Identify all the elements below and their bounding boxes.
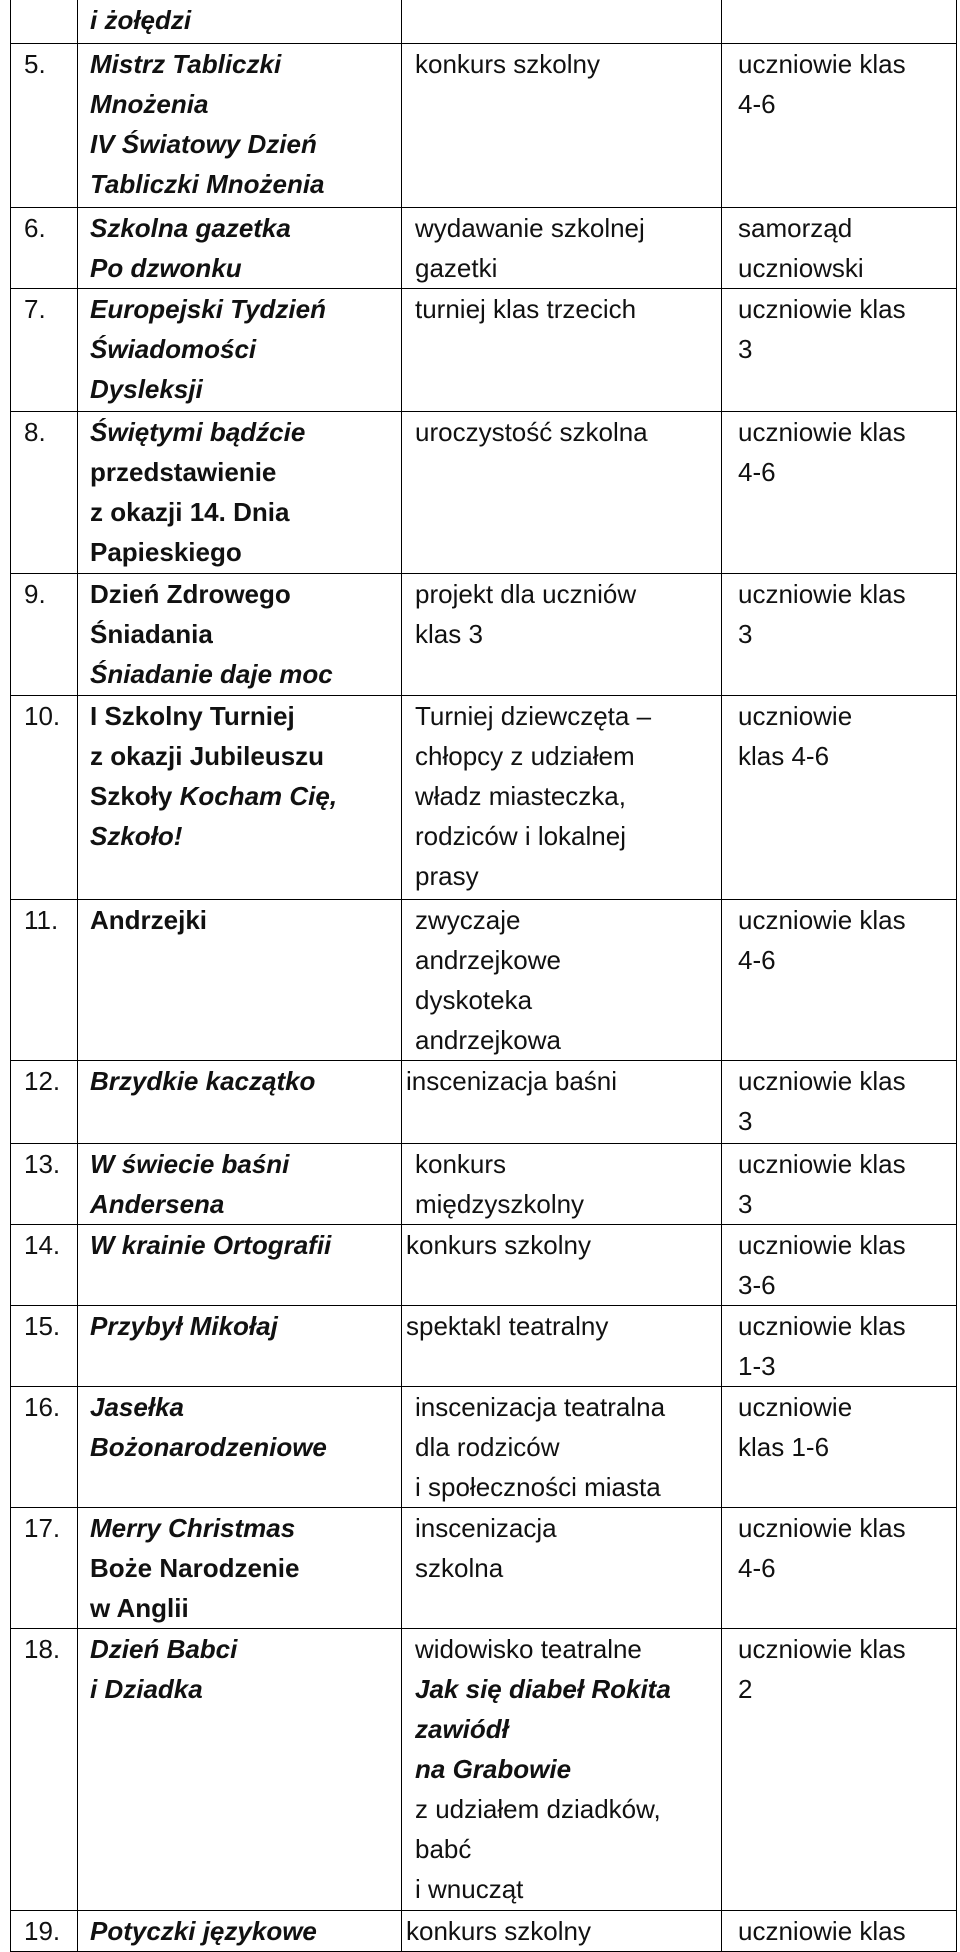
row-number: 15. (11, 1305, 78, 1386)
row-number: 14. (11, 1224, 78, 1305)
participants-cell (722, 695, 957, 899)
event-form-cell (402, 1224, 722, 1305)
cell-line: klas 3 (415, 618, 483, 649)
participants-cell (722, 1910, 957, 1951)
cell-line: przedstawienie (90, 456, 277, 487)
cell-line: uczniowie klas (738, 293, 906, 324)
cell-line: prasy (415, 860, 479, 891)
cell-line: IV Światowy Dzień (90, 128, 317, 159)
cell-line: uczniowski (738, 252, 864, 283)
cell-line: Świętymi bądźcie (90, 416, 306, 447)
cell-line: w Anglii (90, 1592, 189, 1623)
table-row (11, 1910, 957, 1951)
event-title-cell (78, 411, 402, 573)
event-form-cell (402, 43, 722, 207)
row-number: 11. (11, 899, 78, 1060)
event-title-cell (78, 573, 402, 695)
cell-line: Mistrz Tabliczki (90, 48, 282, 79)
cell-line: Brzydkie kaczątko (90, 1065, 316, 1096)
cell-line: Po dzwonku (90, 252, 242, 283)
cell-line: uczniowie klas (738, 416, 906, 447)
cell-line: projekt dla uczniów (415, 578, 637, 609)
event-form-cell (402, 411, 722, 573)
event-form-cell (402, 1910, 722, 1951)
participants-cell (722, 1060, 957, 1143)
event-form-cell (402, 899, 722, 1060)
cell-line: Papieskiego (90, 536, 242, 567)
participants-cell (722, 899, 957, 1060)
table-row (11, 1305, 957, 1386)
row-number: 18. (11, 1628, 78, 1910)
cell-line: I Szkolny Turniej (90, 700, 295, 731)
cell-text: Szkoły (90, 780, 180, 811)
cell-line: 3 (738, 618, 753, 649)
cell-line: 3-6 (738, 1269, 776, 1300)
table-row (11, 207, 957, 288)
cell-line: dyskoteka (415, 984, 533, 1015)
event-form-cell (402, 1143, 722, 1224)
cell-line: Andersena (90, 1188, 225, 1219)
event-title-cell (78, 207, 402, 288)
cell-line: chłopcy z udziałem (415, 740, 635, 771)
participants-cell (722, 1507, 957, 1628)
cell-line: konkurs (415, 1148, 507, 1179)
cell-line: klas 4-6 (738, 740, 830, 771)
table-row (11, 573, 957, 695)
cell-line: babć (415, 1833, 472, 1864)
cell-line: inscenizacja teatralna (415, 1391, 666, 1422)
cell-line: i wnucząt (415, 1873, 524, 1904)
table-row (11, 43, 957, 207)
cell-line: Jasełka (90, 1391, 184, 1422)
cell-line: z okazji Jubileuszu (90, 740, 325, 771)
cell-line: konkurs szkolny (406, 1229, 591, 1260)
cell-line: Świadomości (90, 333, 257, 364)
cell-line: na Grabowie (415, 1753, 572, 1784)
event-title-cell (78, 1386, 402, 1507)
cell-text-italic: Kocham Cię, (179, 780, 338, 811)
table-row (11, 1386, 957, 1507)
cell-line: uczniowie (738, 700, 853, 731)
cell-line: Szkolna gazetka (90, 212, 291, 243)
participants-cell (722, 1224, 957, 1305)
cell-line: dla rodziców (415, 1431, 560, 1462)
row-number: 17. (11, 1507, 78, 1628)
cell-line: Mnożenia (90, 88, 209, 119)
cell-line: 3 (738, 1188, 753, 1219)
cell-line: 4-6 (738, 1552, 776, 1583)
row-number: 12. (11, 1060, 78, 1143)
cell-line: 2 (738, 1673, 753, 1704)
cell-line: Przybył Mikołaj (90, 1310, 278, 1341)
table-row (11, 1143, 957, 1224)
cell-line: 3 (738, 333, 753, 364)
cell-line: inscenizacja (415, 1512, 557, 1543)
cell-line: Jak się diabeł Rokita (415, 1673, 671, 1704)
row-number: 10. (11, 695, 78, 899)
cell-line: uczniowie (738, 1391, 853, 1422)
participants-cell (722, 1628, 957, 1910)
table-row (11, 1628, 957, 1910)
row-number (11, 0, 78, 43)
cell-line: Szkoło! (90, 820, 183, 851)
row-number: 9. (11, 573, 78, 695)
cell-line: uczniowie klas (738, 1229, 906, 1260)
cell-line: uczniowie klas (738, 1310, 906, 1341)
event-title-cell (78, 899, 402, 1060)
event-title-cell (78, 695, 402, 899)
participants-cell (722, 288, 957, 411)
cell-line: Andrzejki (90, 904, 208, 935)
event-title-cell (78, 288, 402, 411)
row-number: 8. (11, 411, 78, 573)
participants-cell (722, 1143, 957, 1224)
participants-cell (722, 43, 957, 207)
cell-line: Dzień Zdrowego (90, 578, 291, 609)
cell-line: inscenizacja baśni (406, 1065, 618, 1096)
event-form-cell (402, 1386, 722, 1507)
cell-line: W krainie Ortografii (90, 1229, 332, 1260)
cell-line: i Dziadka (90, 1673, 203, 1704)
cell-line: gazetki (415, 252, 498, 283)
event-form-cell (402, 1060, 722, 1143)
cell-line: i społeczności miasta (415, 1471, 661, 1502)
table-row (11, 899, 957, 1060)
participants-cell (722, 1386, 957, 1507)
cell-line: andrzejkowe (415, 944, 561, 975)
cell-line: 4-6 (738, 944, 776, 975)
event-title-cell (78, 1305, 402, 1386)
cell-line: W świecie baśni (90, 1148, 290, 1179)
event-form-cell (402, 695, 722, 899)
cell-line: Turniej dziewczęta – (415, 700, 652, 731)
event-title-cell (78, 1060, 402, 1143)
participants-cell (722, 0, 957, 43)
events-table (10, 0, 957, 1952)
cell-line: Bożonarodzeniowe (90, 1431, 327, 1462)
event-title-cell (78, 0, 402, 43)
event-form-cell (402, 1305, 722, 1386)
table-row (11, 288, 957, 411)
event-form-cell (402, 1628, 722, 1910)
cell-line: konkurs szkolny (406, 1915, 591, 1946)
cell-line: z okazji 14. Dnia (90, 496, 290, 527)
event-form-cell (402, 1507, 722, 1628)
row-number: 7. (11, 288, 78, 411)
cell-line: widowisko teatralne (415, 1633, 642, 1664)
cell-line: międzyszkolny (415, 1188, 585, 1219)
cell-line: Tabliczki Mnożenia (90, 168, 325, 199)
participants-cell (722, 573, 957, 695)
cell-line: andrzejkowa (415, 1024, 561, 1055)
row-number: 19. (11, 1910, 78, 1951)
cell-line: uczniowie klas (738, 1512, 906, 1543)
cell-line: Boże Narodzenie (90, 1552, 300, 1583)
cell-line: Śniadanie daje moc (90, 658, 333, 689)
table-row (11, 695, 957, 899)
row-number: 13. (11, 1143, 78, 1224)
table-row (11, 1224, 957, 1305)
cell-line: klas 1-6 (738, 1431, 830, 1462)
cell-line: z udziałem dziadków, (415, 1793, 661, 1824)
cell-line: 1-3 (738, 1350, 776, 1381)
cell-line: spektakl teatralny (406, 1310, 609, 1341)
cell-line: zawiódł (415, 1713, 509, 1744)
cell-line: uroczystość szkolna (415, 416, 648, 447)
cell-line: uczniowie klas (738, 1065, 906, 1096)
events-table-body (11, 0, 957, 1951)
table-row (11, 411, 957, 573)
participants-cell (722, 1305, 957, 1386)
cell-line: zwyczaje (415, 904, 521, 935)
cell-line: 3 (738, 1105, 753, 1136)
cell-line: konkurs szkolny (415, 48, 600, 79)
event-title-cell (78, 1910, 402, 1951)
row-number: 16. (11, 1386, 78, 1507)
cell-line: turniej klas trzecich (415, 293, 637, 324)
event-title-cell (78, 1628, 402, 1910)
cell-line (90, 776, 393, 816)
table-row (11, 0, 957, 43)
cell-line: Merry Christmas (90, 1512, 296, 1543)
cell-line: Potyczki językowe (90, 1915, 317, 1946)
cell-line: 4-6 (738, 456, 776, 487)
cell-line: 4-6 (738, 88, 776, 119)
row-number: 6. (11, 207, 78, 288)
cell-line: uczniowie klas (738, 48, 906, 79)
cell-line: Europejski Tydzień (90, 293, 326, 324)
cell-line: uczniowie klas (738, 1915, 906, 1946)
cell-line: Dysleksji (90, 373, 203, 404)
table-row (11, 1060, 957, 1143)
cell-line: władz miasteczka, (415, 780, 626, 811)
event-form-cell (402, 288, 722, 411)
event-form-cell (402, 573, 722, 695)
event-form-cell (402, 0, 722, 43)
event-title-cell (78, 43, 402, 207)
cell-line: samorząd (738, 212, 853, 243)
event-form-cell (402, 207, 722, 288)
cell-line: uczniowie klas (738, 1633, 906, 1664)
cell-line: uczniowie klas (738, 578, 906, 609)
row-number: 5. (11, 43, 78, 207)
event-title-cell (78, 1507, 402, 1628)
event-title-cell (78, 1143, 402, 1224)
cell-line: wydawanie szkolnej (415, 212, 645, 243)
cell-line: uczniowie klas (738, 1148, 906, 1179)
event-title-cell (78, 1224, 402, 1305)
cell-line: Śniadania (90, 618, 213, 649)
cell-line: uczniowie klas (738, 904, 906, 935)
participants-cell (722, 207, 957, 288)
cell-line: Dzień Babci (90, 1633, 238, 1664)
cell-line: szkolna (415, 1552, 504, 1583)
cell-line: i żołędzi (90, 5, 192, 35)
cell-line: rodziców i lokalnej (415, 820, 626, 851)
participants-cell (722, 411, 957, 573)
table-row (11, 1507, 957, 1628)
